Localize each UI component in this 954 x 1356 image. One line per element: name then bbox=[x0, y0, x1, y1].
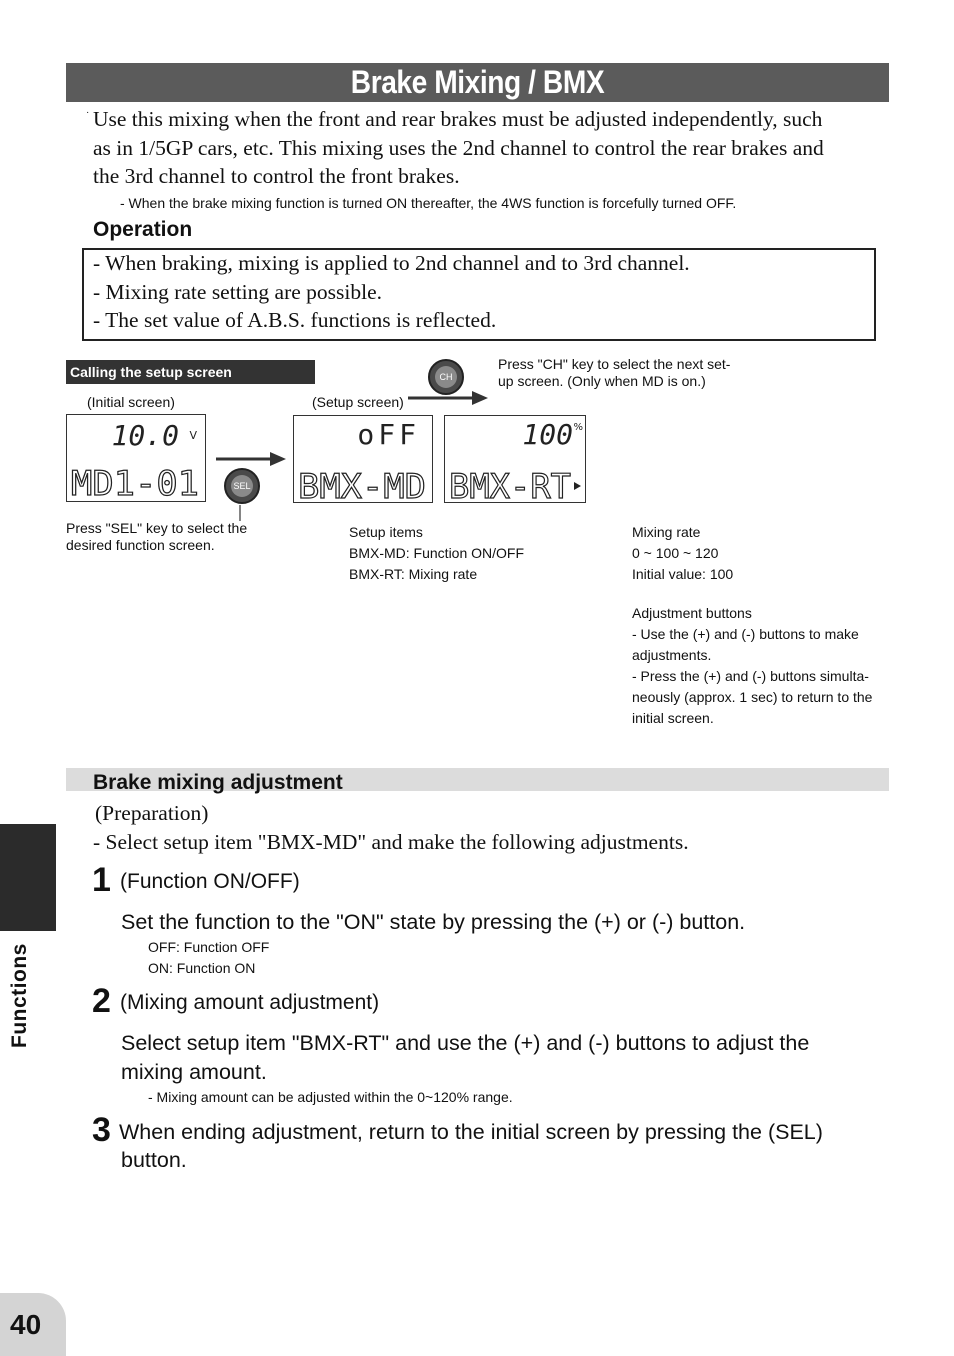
lcd-bmx-rt-display bbox=[445, 416, 585, 502]
ch-key-note bbox=[498, 356, 730, 390]
operation-line: - When braking, mixing is applied to 2nd channel and to 3rd channel. bbox=[93, 251, 690, 275]
lcd-initial-screen bbox=[66, 414, 206, 502]
lcd-md-bottom: BMX-MD bbox=[298, 467, 426, 502]
step-1-note: OFF: Function OFF bbox=[148, 939, 270, 955]
lcd-initial-display bbox=[67, 415, 205, 501]
intro-line: the 3rd channel to control the front brakes. bbox=[93, 164, 460, 188]
sel-key-icon bbox=[224, 468, 260, 504]
lcd-initial-unit: V bbox=[189, 429, 197, 442]
right-arrow-icon bbox=[408, 390, 490, 406]
intro-line: Use this mixing when the front and rear brakes must be adjusted independently, such bbox=[93, 107, 823, 131]
lcd-bmx-md-display bbox=[294, 416, 432, 502]
adjustment-line: adjustments. bbox=[632, 647, 712, 663]
lcd-rt-top: 100 bbox=[522, 418, 573, 451]
operation-box bbox=[82, 248, 876, 341]
operation-heading: Operation bbox=[93, 218, 193, 241]
step-2-body bbox=[121, 1029, 809, 1086]
sel-pointer-line bbox=[238, 505, 242, 521]
step-3-heading: When ending adjustment, return to the initial screen by pressing the (SEL) bbox=[119, 1120, 823, 1144]
adjustment-line: Adjustment buttons bbox=[632, 605, 752, 621]
step-2-body-line: Select setup item "BMX-RT" and use the (+) and (-) buttons to adjust the bbox=[121, 1031, 810, 1055]
lcd-bmx-md-screen bbox=[293, 415, 433, 503]
operation-line: - Mixing rate setting are possible. bbox=[93, 279, 382, 304]
step-2-heading: (Mixing amount adjustment) bbox=[120, 991, 380, 1014]
operation-line: - The set value of A.B.S. functions is reflected. bbox=[93, 308, 497, 332]
mixing-rate-line: 0 ~ 100 ~ 120 bbox=[632, 545, 719, 561]
step-2-number: 2 bbox=[92, 982, 111, 1020]
intro-paragraph bbox=[93, 105, 883, 191]
step-1-notes bbox=[148, 937, 269, 979]
section-title: Brake mixing adjustment bbox=[93, 771, 343, 794]
page-number: 40 bbox=[10, 1309, 42, 1340]
adjustment-buttons-info bbox=[632, 603, 872, 729]
step-2-body-line: mixing amount. bbox=[121, 1059, 267, 1084]
step-1-heading: (Function ON/OFF) bbox=[120, 870, 300, 893]
lcd-initial-top: 10.0 bbox=[111, 419, 179, 452]
setup-items-list bbox=[349, 522, 524, 585]
lcd-initial-bottom: MD1-01 bbox=[71, 464, 199, 501]
lcd-bmx-rt-screen bbox=[444, 415, 586, 503]
setup-label: Calling the setup screen bbox=[70, 364, 232, 380]
adjustment-line: initial screen. bbox=[632, 710, 714, 726]
step-3-body: button. bbox=[121, 1148, 187, 1172]
ch-note-line: Press "CH" key to select the next set- bbox=[498, 356, 731, 372]
sel-note-line: Press "SEL" key to select the bbox=[66, 520, 248, 536]
step-2-note: - Mixing amount can be adjusted within the 0~120% range. bbox=[148, 1089, 513, 1105]
preparation-label: (Preparation) bbox=[95, 801, 209, 825]
adjustment-line: neously (approx. 1 sec) to return to the bbox=[632, 689, 873, 705]
right-arrow-icon bbox=[216, 451, 286, 467]
intro-line: as in 1/5GP cars, etc. This mixing uses the 2nd channel to control the rear brakes and bbox=[93, 135, 824, 160]
lcd-rt-bottom: BMX-RT bbox=[449, 467, 571, 502]
sel-key-note bbox=[66, 520, 247, 554]
setup-items-line: Setup items bbox=[349, 524, 423, 540]
setup-items-line: BMX-RT: Mixing rate bbox=[349, 566, 478, 582]
setup-screen-caption: (Setup screen) bbox=[312, 394, 404, 410]
preparation-line: - Select setup item "BMX-MD" and make the following adjustments. bbox=[93, 830, 689, 854]
mixing-rate-line: Initial value: 100 bbox=[632, 566, 734, 582]
mixing-rate-line: Mixing rate bbox=[632, 524, 701, 540]
step-1-note: ON: Function ON bbox=[148, 960, 256, 976]
adjustment-line: - Press the (+) and (-) buttons simulta- bbox=[632, 668, 869, 684]
intro-bullet: · bbox=[86, 107, 90, 118]
step-1-number: 1 bbox=[92, 861, 111, 899]
sel-key-label: SEL bbox=[231, 475, 253, 497]
step-1-body: Set the function to the "ON" state by pressing the (+) or (-) button. bbox=[121, 910, 746, 934]
sel-note-line: desired function screen. bbox=[66, 537, 215, 553]
side-section-label: Functions bbox=[8, 943, 31, 1048]
lcd-cursor-icon bbox=[574, 482, 581, 490]
intro-note: - When the brake mixing function is turned ON thereafter, the 4WS function is forcefully turned OFF. bbox=[120, 195, 737, 211]
mixing-rate-info bbox=[632, 522, 733, 585]
ch-key-label: CH bbox=[435, 366, 457, 388]
initial-screen-caption: (Initial screen) bbox=[87, 394, 175, 410]
setup-items-line: BMX-MD: Function ON/OFF bbox=[349, 545, 525, 561]
step-3-number: 3 bbox=[92, 1111, 111, 1149]
lcd-rt-unit: % bbox=[573, 422, 583, 433]
ch-note-line: up screen. (Only when MD is on.) bbox=[498, 373, 706, 389]
lcd-md-top: oFF bbox=[357, 418, 420, 451]
side-tab bbox=[0, 824, 56, 931]
page-title: Brake Mixing / BMX bbox=[350, 64, 605, 100]
adjustment-line: - Use the (+) and (-) buttons to make bbox=[632, 626, 859, 642]
